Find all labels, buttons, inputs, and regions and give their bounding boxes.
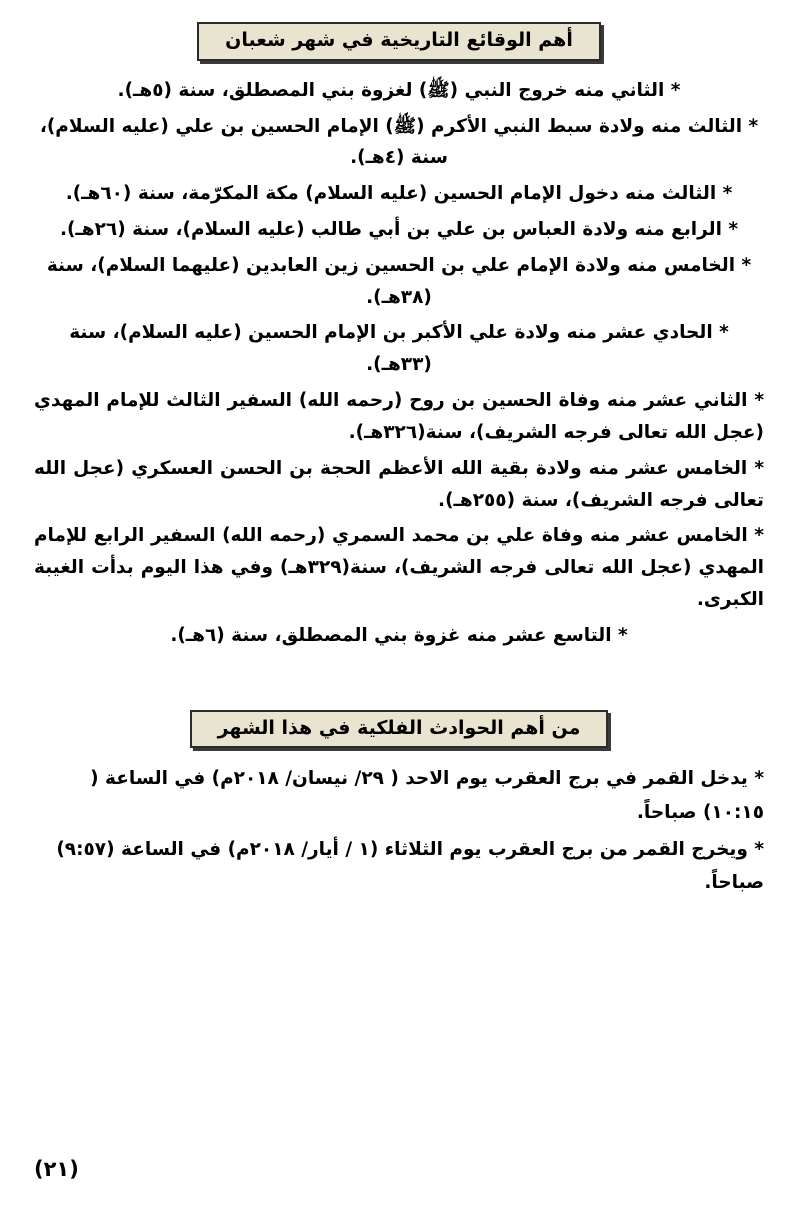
historical-events-list (30, 75, 768, 652)
list-item: * الخامس عشر منه وفاة علي بن محمد السمري (رحمه الله) السفير الرابع للإمام المهدي (عجل الله تعالى فرجه الشريف)، سنة(٣٢٩هـ) وفي هذا اليوم بدأت الغيبة الكبرى. (34, 525, 764, 610)
list-item: * الخامس عشر منه ولادة بقية الله الأعظم الحجة بن الحسن العسكري (عجل الله تعالى فرجه الشريف)، سنة (٢٥٥هـ). (34, 457, 764, 511)
section-astronomical-events (30, 710, 768, 900)
section-heading-historical: أهم الوقائع التاريخية في شهر شعبان (197, 22, 601, 61)
list-item: * الثاني منه خروج النبي (ﷺ) لغزوة بني المصطلق، سنة (٥هـ). (117, 79, 681, 101)
list-item: * الخامس منه ولادة الإمام علي بن الحسين زين العابدين (عليهما السلام)، سنة (٣٨هـ). (46, 254, 752, 308)
list-item: * يدخل القمر في برج العقرب يوم الاحد ( ٢٩/ نيسان/ ٢٠١٨م) في الساعة ( ١٠:١٥) صباحاً. (90, 768, 764, 823)
section-historical-events (30, 22, 768, 652)
list-item: * ويخرج القمر من برج العقرب يوم الثلاثاء (١ / أيار/ ٢٠١٨م) في الساعة (٩:٥٧) صباحاً. (56, 839, 764, 894)
section-heading-wrapper (30, 22, 768, 61)
page-number: (٢١) (34, 1157, 79, 1181)
section-heading-wrapper (30, 710, 768, 749)
list-item: * الثاني عشر منه وفاة الحسين بن روح (رحمه الله) السفير الثالث للإمام المهدي (عجل الله تعالى فرجه الشريف)، سنة(٣٢٦هـ). (34, 390, 764, 443)
list-item: * التاسع عشر منه غزوة بني المصطلق، سنة (٦هـ). (170, 624, 628, 646)
section-spacer (30, 656, 768, 710)
list-item: * الثالث منه ولادة سبط النبي الأكرم (ﷺ) الإمام الحسين بن علي (عليه السلام)، سنة (٤هـ). (39, 115, 759, 169)
list-item: * الحادي عشر منه ولادة علي الأكبر بن الإمام الحسين (عليه السلام)، سنة (٣٣هـ). (69, 322, 729, 376)
astronomical-events-list (30, 762, 768, 899)
list-item: * الرابع منه ولادة العباس بن علي بن أبي طالب (عليه السلام)، سنة (٢٦هـ). (59, 219, 739, 241)
section-heading-astronomical: من أهم الحوادث الفلكية في هذا الشهر (190, 710, 609, 749)
list-item: * الثالث منه دخول الإمام الحسين (عليه السلام) مكة المكرّمة، سنة (٦٠هـ). (65, 183, 733, 205)
